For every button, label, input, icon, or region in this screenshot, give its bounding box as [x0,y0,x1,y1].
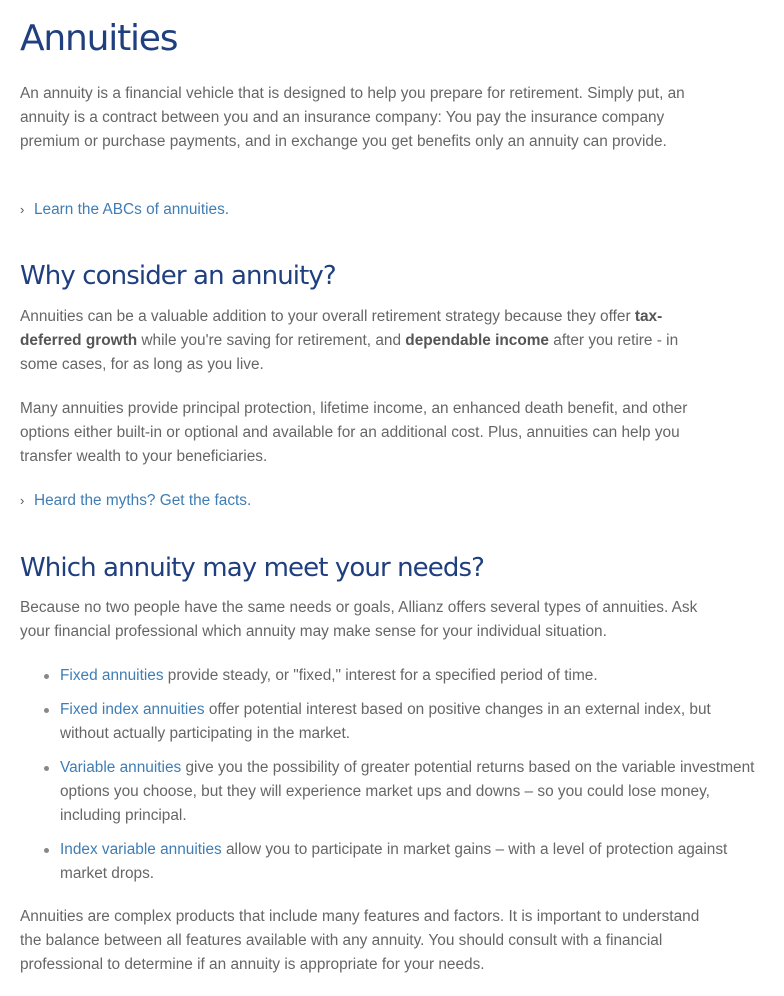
annuity-types-list [20,664,760,896]
why-heading: Why consider an annuity? [20,261,336,291]
why-p1-mid: while you're saving for retirement, and [137,332,406,349]
why-p1-end: after you retire - in some cases, for as long as you live. [20,332,679,373]
list-item-text: offer potential interest based on positive changes in an external index, but without actually participating in the market. [60,701,711,742]
tax-deferred-growth-text: tax-deferred growth [20,308,663,349]
list-item [20,838,760,886]
bullet-icon [44,848,49,853]
list-item-text: provide steady, or "fixed," interest for a specified period of time. [163,667,598,684]
myths-link-row [20,489,251,513]
myths-facts-link[interactable]: Heard the myths? Get the facts. [34,492,252,509]
fixed-index-annuities-link[interactable]: Fixed index annuities [60,701,205,718]
closing-paragraph: Annuities are complex products that include many features and factors. It is important to understand the balance between all features available with any annuity. You should consult with a financial professional to determine if an annuity is appropriate for your needs. [20,908,700,973]
which-heading: Which annuity may meet your needs? [20,553,485,583]
page-title: Annuities [20,18,178,59]
list-item [20,756,760,828]
which-intro-paragraph: Because no two people have the same needs or goals, Allianz offers several types of annuities. Ask your financial professional which annuity may make sense for your individual situation. [20,599,698,640]
list-item-text: give you the possibility of greater potential returns based on the variable investment options you choose, but they will experience market ups and downs – so you could lose money, including principal. [60,759,755,824]
why-p1-start: Annuities can be a valuable addition to your overall retirement strategy because they offer [20,308,635,325]
why-paragraph-2: Many annuities provide principal protection, lifetime income, an enhanced death benefit, and other options either built-in or optional and available for an additional cost. Plus, annuities can help you transfer wealth to your beneficiaries. [20,400,688,465]
bullet-icon [44,674,49,679]
index-variable-annuities-link[interactable]: Index variable annuities [60,841,222,858]
chevron-right-icon: › [20,202,25,217]
chevron-right-icon: › [20,493,25,508]
list-item [20,664,760,688]
learn-abcs-link[interactable]: Learn the ABCs of annuities. [34,201,230,218]
variable-annuities-link[interactable]: Variable annuities [60,759,182,776]
why-paragraph-1 [20,305,710,377]
intro-paragraph: An annuity is a financial vehicle that is designed to help you prepare for retirement. Simply put, an annuity is a contract between you and an insurance company: You pay the insurance company premium or purchase payments, and in exchange you get benefits only an annuity can provide. [20,85,685,150]
abcs-link-row [20,198,229,222]
dependable-income-text: dependable income [405,332,549,349]
fixed-annuities-link[interactable]: Fixed annuities [60,667,164,684]
bullet-icon [44,766,49,771]
list-item [20,698,760,746]
list-item-text: allow you to participate in market gains – with a level of protection against market drops. [60,841,728,882]
bullet-icon [44,708,49,713]
